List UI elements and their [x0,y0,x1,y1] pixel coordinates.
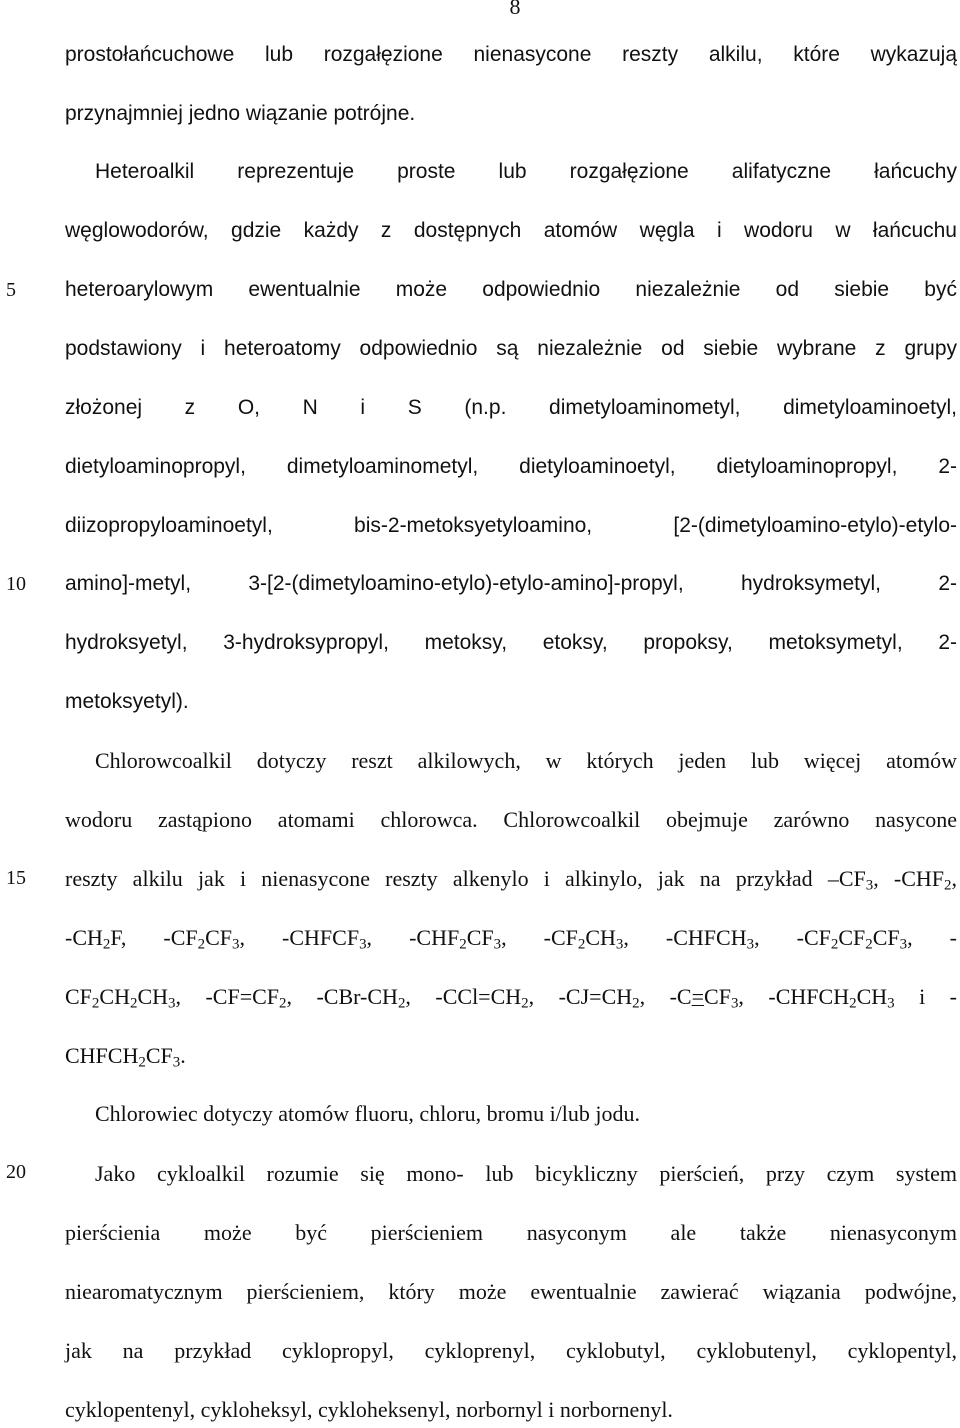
text-span: reszty alkilu jak i nienasycone reszty alkenylo i alkinylo, jak na przykład –CF [65,866,866,891]
text-line: wodoru zastąpiono atomami chlorowca. Chlorowcoalkil obejmuje zarówno nasycone [65,807,957,832]
text-line: diizopropyloaminoetyl, bis-2-metoksyetyloamino, [2-(dimetyloamino-etylo)-etylo- [65,514,957,537]
text-span: dimetyloaminometyl, dimetyloaminoetyl, [506,396,957,419]
text-line: heteroarylowym ewentualnie może odpowiednio niezależnie od siebie być [65,278,957,301]
page-number: 8 [509,0,521,19]
text-span: CF [65,984,92,1009]
text-line: przynajmniej jedno wiązanie potrójne. [65,102,416,125]
text-line: hydroksyetyl, 3-hydroksypropyl, metoksy, etoksy, propoksy, metoksymetyl, 2- [65,631,957,654]
line-number-10: 10 [6,573,26,595]
text-line: cyklopentenyl, cykloheksyl, cykloheksenyl, norbornyl i norbornenyl. [65,1397,673,1422]
text-line: Chlorowcoalkil dotyczy reszt alkilowych, w których jeden lub więcej atomów [95,748,957,773]
text-line: węglowodorów, gdzie każdy z dostępnych atomów węgla i wodoru w łańcuchu [65,219,957,242]
text-line: Heteroalkil reprezentuje proste lub rozgałęzione alifatyczne łańcuchy [95,160,957,183]
text-line: Chlorowiec dotyczy atomów fluoru, chloru, bromu i/lub jodu. [95,1101,641,1126]
text-line: niearomatycznym pierścieniem, który może ewentualnie zawierać wiązania podwójne, [65,1279,957,1304]
text-line: dietyloaminopropyl, dimetyloaminometyl, dietyloaminoetyl, dietyloaminopropyl, 2- [65,455,957,478]
line-number-15: 15 [6,867,26,889]
text-line: prostołańcuchowe lub rozgałęzione nienasycone reszty alkilu, które wykazują [65,43,957,66]
text-line: pierścienia może być pierścieniem nasyconym ale także nienasyconym [65,1220,957,1245]
text-line: $CF_2CH_2CH_3$, $-CF=CF_2$, $-CBr-CH_2$, $-CCl=CH_2$, $-CJ=CH_2$, $-C=CF_3$, $-CHFCH_2CH_3$ i - [65,984,957,1012]
text-span: złożonej z O, N i S (n.p. [65,396,507,419]
text-line: Jako cykloalkil rozumie się mono- lub bicykliczny pierścień, przy czym system [95,1161,957,1186]
text-line [65,393,957,423]
text-line: reszty alkilu jak i nienasycone reszty alkenylo i alkinylo, jak na przykład $-CF_3$, $-CHF_2$, [65,866,957,894]
text-line: jak na przykład cyklopropyl, cykloprenyl, cyklobutyl, cyklobutenyl, cyklopentyl, [65,1338,957,1363]
text-line: amino]-metyl, 3-[2-(dimetyloamino-etylo)-etylo-amino]-propyl, hydroksymetyl, 2- [65,572,957,595]
line-number-20: 20 [6,1161,26,1183]
text-line: metoksyetyl). [65,690,189,713]
text-span: -CH [65,925,103,950]
text-span: CHFCH [65,1043,139,1068]
text-line: $-CH_2F$, $-CF_2CF_3$, $-CHFCF_3$, $-CHF_2CF_3$, $-CF_2CH_3$, $-CHFCH_3$, $-CF_2CF_2CF_3$, - [65,925,958,953]
line-number-5: 5 [6,279,16,301]
text-line: podstawiony i heteroatomy odpowiednio są niezależnie od siebie wybrane z grupy [65,337,957,360]
text-line: $CHFCH_2CF_3$. [65,1043,186,1071]
